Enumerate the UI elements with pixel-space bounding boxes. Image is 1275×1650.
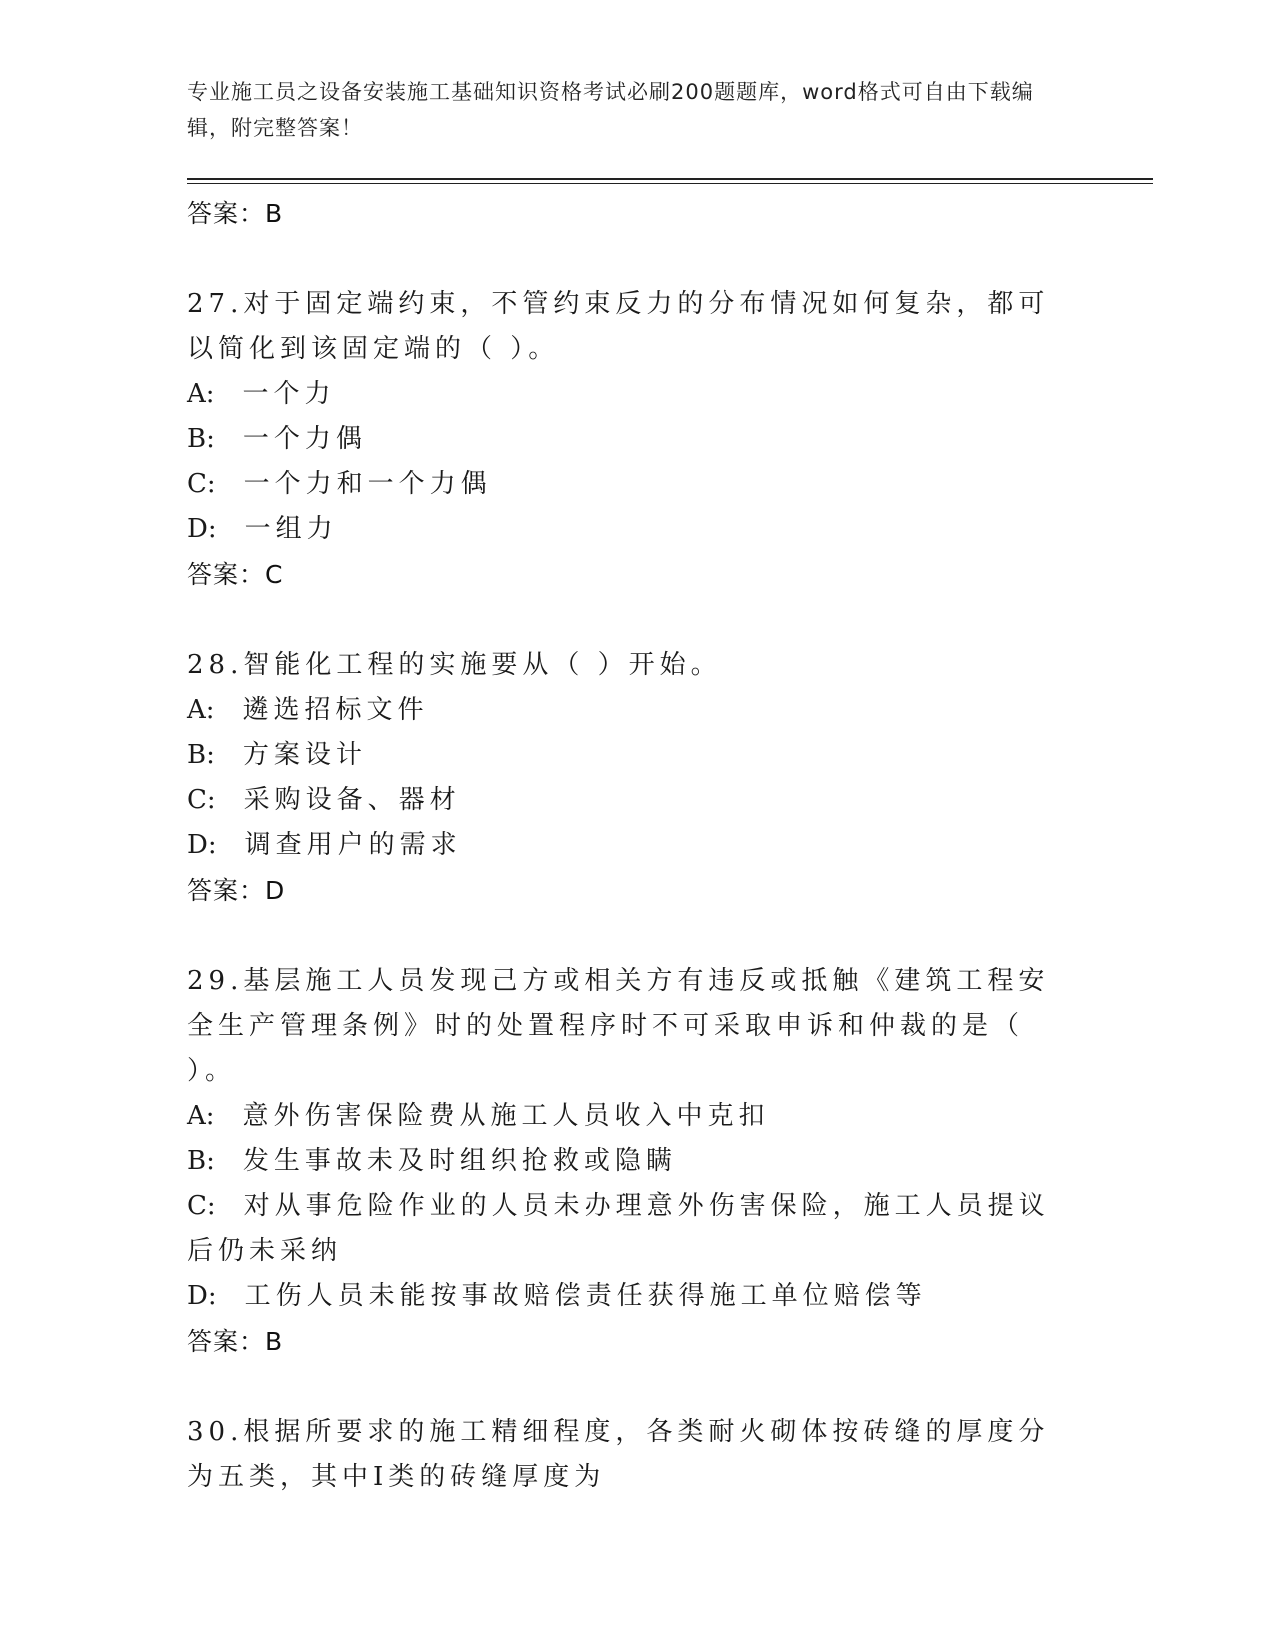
option-key: C:: [187, 1191, 216, 1221]
question-text: 30.根据所要求的施工精细程度，各类耐火砌体按砖缝的厚度分为五类，其中Ⅰ类的砖缝厚度为: [187, 1417, 1050, 1492]
option-c: [187, 462, 1077, 507]
option-a: [187, 688, 1077, 733]
option-key: B:: [187, 1146, 215, 1176]
answer-line: 答案：D: [187, 876, 286, 905]
answer-line: 答案：B: [187, 1327, 284, 1356]
question-28: [187, 643, 1077, 913]
option-b: [187, 1139, 1077, 1184]
question-text: 28.智能化工程的实施要从（ ）开始。: [187, 650, 722, 680]
header-divider-thin: [187, 183, 1153, 184]
option-key: B:: [187, 740, 215, 770]
question-list: [187, 186, 1077, 1500]
option-text: 调查用户的需求: [244, 830, 462, 860]
option-text: 一个力: [242, 379, 336, 409]
option-key: D:: [187, 830, 217, 860]
option-key: C:: [187, 785, 216, 815]
option-key: A:: [187, 695, 215, 725]
option-b: [187, 733, 1077, 778]
option-text: 一个力偶: [242, 424, 367, 454]
question-30: [187, 1410, 1077, 1500]
option-b: [187, 417, 1077, 462]
option-c: [187, 1184, 1077, 1274]
option-key: A:: [187, 379, 215, 409]
option-key: D:: [187, 514, 217, 544]
option-a: [187, 372, 1077, 417]
question-29: [187, 959, 1077, 1364]
document-header: 专业施工员之设备安装施工基础知识资格考试必刷200题题库，word格式可自由下载编辑，附完整答案！: [187, 80, 1034, 140]
option-d: [187, 507, 1077, 552]
option-text: 对从事危险作业的人员未办理意外伤害保险，施工人员提议后仍未采纳: [187, 1191, 1050, 1266]
option-key: B:: [187, 424, 215, 454]
option-d: [187, 823, 1077, 868]
option-key: C:: [187, 469, 216, 499]
option-text: 方案设计: [242, 740, 367, 770]
option-c: [187, 778, 1077, 823]
option-text: 一个力和一个力偶: [243, 469, 492, 499]
question-text: 29.基层施工人员发现己方或相关方有违反或抵触《建筑工程安全生产管理条例》时的处置程序时不可采取申诉和仲裁的是（ ）。: [187, 966, 1050, 1086]
option-key: A:: [187, 1101, 215, 1131]
option-text: 意外伤害保险费从施工人员收入中克扣: [242, 1101, 770, 1131]
answer-line: 答案：C: [187, 560, 284, 589]
option-text: 遴选招标文件: [242, 695, 429, 725]
option-a: [187, 1094, 1077, 1139]
option-text: 一组力: [244, 514, 338, 544]
question-text: 27.对于固定端约束，不管约束反力的分布情况如何复杂，都可以简化到该固定端的（ ）。: [187, 289, 1050, 364]
question-27: [187, 282, 1077, 597]
option-key: D:: [187, 1281, 217, 1311]
option-text: 工伤人员未能按事故赔偿责任获得施工单位赔偿等: [244, 1281, 927, 1311]
option-text: 采购设备、器材: [243, 785, 461, 815]
answer-line: 答案：B: [187, 199, 284, 228]
option-d: [187, 1274, 1077, 1319]
header-divider-thick: [187, 178, 1153, 180]
option-text: 发生事故未及时组织抢救或隐瞒: [242, 1146, 677, 1176]
